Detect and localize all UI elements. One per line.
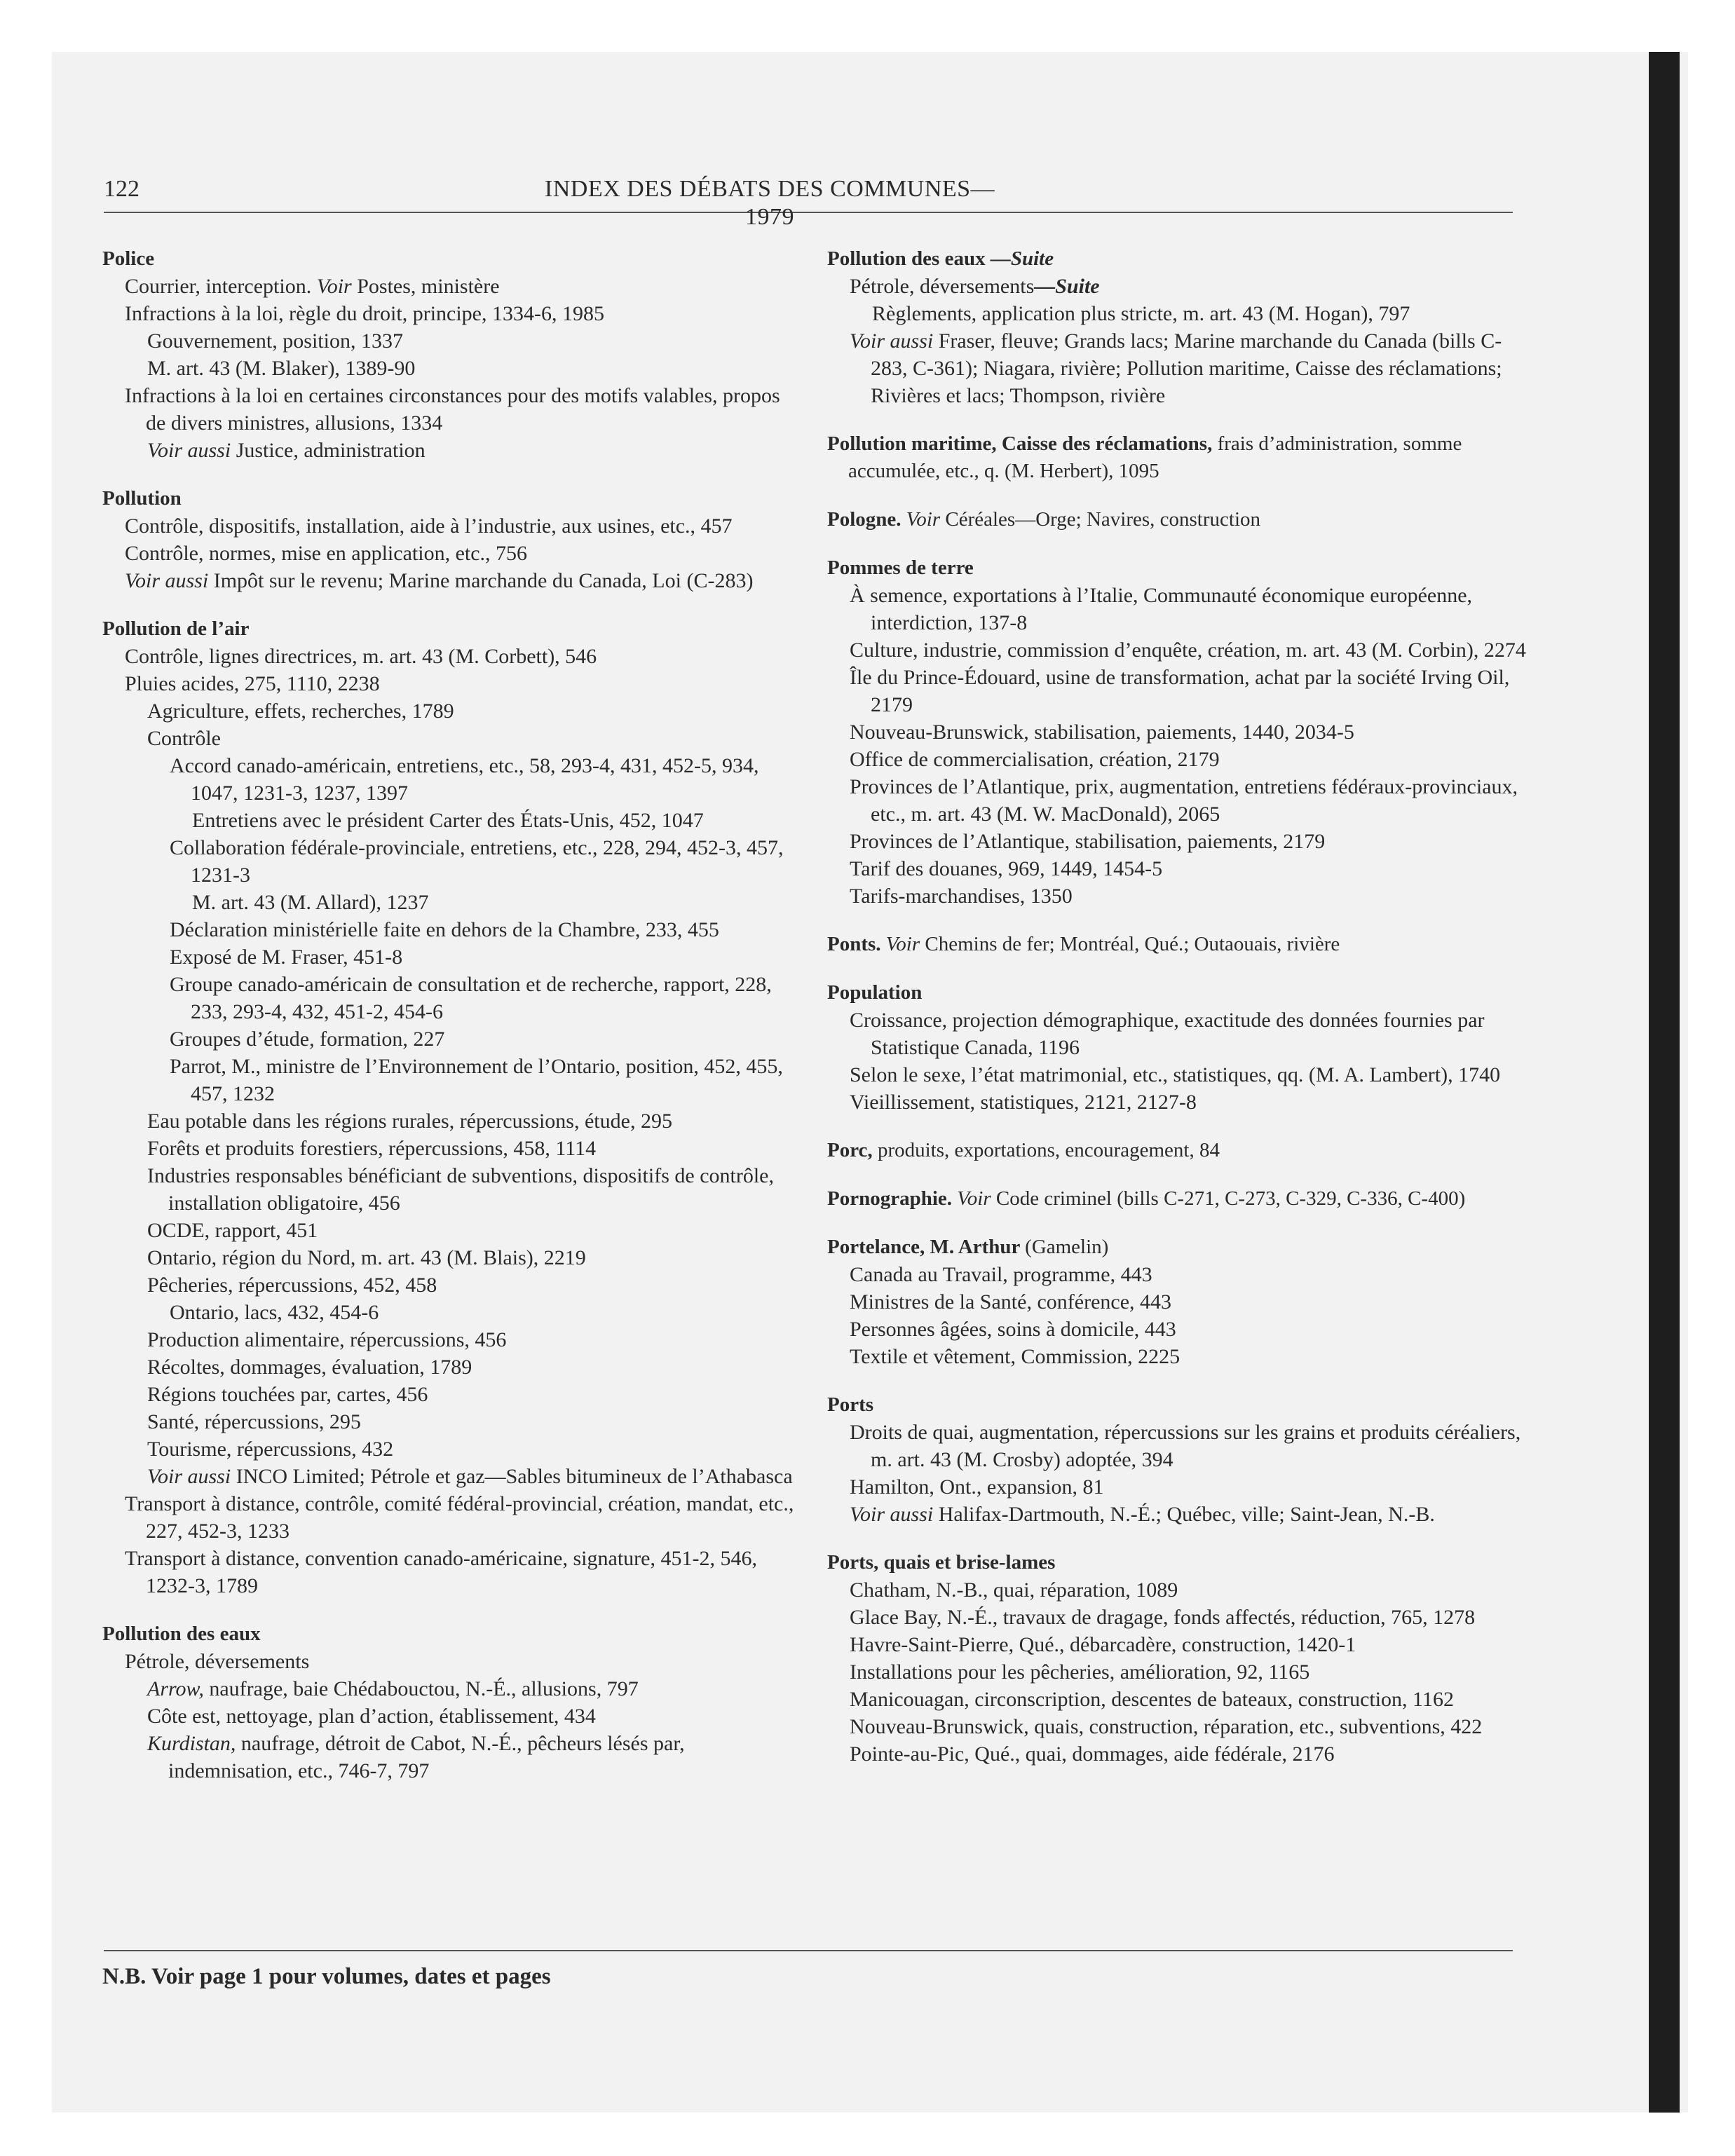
index-entry: Pointe-au-Pic, Qué., quai, dommages, aide fédérale, 2176 bbox=[850, 1742, 1335, 1766]
index-entry: Vieillissement, statistiques, 2121, 2127-8 bbox=[850, 1091, 1197, 1114]
index-entry: Ministres de la Santé, conférence, 443 bbox=[850, 1290, 1172, 1314]
index-heading-pollution-eaux: Pollution des eaux bbox=[102, 1623, 261, 1645]
index-entry: Droits de quai, augmentation, répercussions sur les grains et produits céréaliers, m. art. 43 (M. Crosby) adoptée, 394 bbox=[850, 1421, 1521, 1471]
index-entry: Collaboration fédérale-provinciale, entretiens, etc., 228, 294, 452-3, 457, 1231-3 bbox=[170, 836, 784, 887]
index-entry: Production alimentaire, répercussions, 456 bbox=[147, 1328, 507, 1351]
index-entry: Provinces de l’Atlantique, prix, augmentation, entretiens fédéraux-provinciaux, etc., m. art. 43 (M. W. MacDonald), 2065 bbox=[850, 775, 1518, 826]
index-entry: Provinces de l’Atlantique, stabilisation, paiements, 2179 bbox=[850, 830, 1326, 853]
index-entry: Règlements, application plus stricte, m. art. 43 (M. Hogan), 797 bbox=[872, 302, 1410, 325]
index-entry: Voir aussi Halifax-Dartmouth, N.-É.; Québec, ville; Saint-Jean, N.-B. bbox=[850, 1503, 1435, 1526]
index-entry: Manicouagan, circonscription, descentes de bateaux, construction, 1162 bbox=[850, 1688, 1454, 1711]
index-entry: M. art. 43 (M. Allard), 1237 bbox=[192, 891, 429, 914]
index-entry: Accord canado-américain, entretiens, etc., 58, 293-4, 431, 452-5, 934, 1047, 1231-3, 1237, 1397 bbox=[170, 754, 759, 805]
index-entry: Infractions à la loi, règle du droit, principe, 1334-6, 1985 bbox=[125, 302, 604, 325]
index-entry: Pétrole, déversements bbox=[125, 1650, 310, 1673]
footer-divider bbox=[104, 1950, 1513, 1951]
footer-note: N.B. Voir page 1 pour volumes, dates et pages bbox=[102, 1964, 551, 1989]
index-entry: Hamilton, Ont., expansion, 81 bbox=[850, 1475, 1104, 1499]
index-entry: Tarifs-marchandises, 1350 bbox=[850, 885, 1073, 908]
index-entry: Installations pour les pêcheries, amélioration, 92, 1165 bbox=[850, 1660, 1310, 1684]
index-entry: Selon le sexe, l’état matrimonial, etc., statistiques, qq. (M. A. Lambert), 1740 bbox=[850, 1063, 1501, 1086]
index-heading-police: Police bbox=[102, 247, 155, 270]
index-entry: Contrôle bbox=[147, 727, 221, 750]
binding-edge bbox=[1649, 52, 1680, 2113]
index-heading-ponts: Ponts. Voir Chemins de fer; Montréal, Qué.; Outaouais, rivière bbox=[827, 933, 1340, 955]
index-entry: Croissance, projection démographique, exactitude des données fournies par Statistique Canada, 1196 bbox=[850, 1009, 1485, 1059]
right-column bbox=[827, 245, 1528, 1768]
index-entry: Gouvernement, position, 1337 bbox=[147, 329, 403, 353]
index-entry: Forêts et produits forestiers, répercussions, 458, 1114 bbox=[147, 1137, 597, 1160]
left-column bbox=[102, 245, 803, 1785]
index-entry: Voir aussi Impôt sur le revenu; Marine marchande du Canada, Loi (C-283) bbox=[125, 569, 754, 592]
index-entry: Office de commercialisation, création, 2179 bbox=[850, 748, 1220, 771]
index-entry: Transport à distance, convention canado-américaine, signature, 451-2, 546, 1232-3, 1789 bbox=[125, 1547, 757, 1597]
page-number: 122 bbox=[104, 176, 140, 202]
index-heading-pommes-de-terre: Pommes de terre bbox=[827, 557, 974, 579]
index-entry: Agriculture, effets, recherches, 1789 bbox=[147, 700, 454, 723]
index-entry: Havre-Saint-Pierre, Qué., débarcadère, construction, 1420-1 bbox=[850, 1633, 1356, 1656]
index-entry: Eau potable dans les régions rurales, répercussions, étude, 295 bbox=[147, 1110, 672, 1133]
index-entry: Tarif des douanes, 969, 1449, 1454-5 bbox=[850, 857, 1163, 880]
index-entry: Tourisme, répercussions, 432 bbox=[147, 1438, 394, 1461]
index-entry: Culture, industrie, commission d’enquête, création, m. art. 43 (M. Corbin), 2274 bbox=[850, 639, 1526, 662]
index-entry: Infractions à la loi en certaines circonstances pour des motifs valables, propos de divers ministres, allusions, 1334 bbox=[125, 384, 780, 435]
page-header bbox=[104, 175, 1513, 230]
index-entry: Courrier, interception. Voir Postes, ministère bbox=[125, 275, 500, 298]
index-entry: Voir aussi Fraser, fleuve; Grands lacs; Marine marchande du Canada (bills C-283, C-361); Niagara, rivière; Pollution maritime, Caisse des réclamations; Rivières et lacs; Thompson, rivière bbox=[850, 329, 1502, 407]
index-entry: Nouveau-Brunswick, quais, construction, réparation, etc., subventions, 422 bbox=[850, 1715, 1483, 1738]
index-entry: OCDE, rapport, 451 bbox=[147, 1219, 318, 1242]
index-entry: Glace Bay, N.-É., travaux de dragage, fonds affectés, réduction, 765, 1278 bbox=[850, 1606, 1476, 1629]
index-entry: Entretiens avec le président Carter des États-Unis, 452, 1047 bbox=[192, 809, 704, 832]
index-entry: Parrot, M., ministre de l’Environnement de l’Ontario, position, 452, 455, 457, 1232 bbox=[170, 1055, 783, 1105]
index-entry: Ontario, lacs, 432, 454-6 bbox=[170, 1301, 379, 1324]
index-entry: Textile et vêtement, Commission, 2225 bbox=[850, 1345, 1181, 1368]
index-entry: Contrôle, lignes directrices, m. art. 43 (M. Corbett), 546 bbox=[125, 645, 597, 668]
index-entry: Personnes âgées, soins à domicile, 443 bbox=[850, 1318, 1176, 1341]
index-heading-ports: Ports bbox=[827, 1393, 874, 1416]
index-entry: Santé, répercussions, 295 bbox=[147, 1410, 361, 1433]
index-heading-population: Population bbox=[827, 981, 923, 1004]
index-entry: Groupes d’étude, formation, 227 bbox=[170, 1028, 445, 1051]
index-heading-pologne: Pologne. Voir Céréales—Orge; Navires, construction bbox=[827, 508, 1261, 531]
index-entry: Arrow, naufrage, baie Chédabouctou, N.-É., allusions, 797 bbox=[147, 1677, 639, 1700]
index-heading-portelance: Portelance, M. Arthur (Gamelin) bbox=[827, 1236, 1109, 1258]
index-entry: Régions touchées par, cartes, 456 bbox=[147, 1383, 428, 1406]
index-entry: Nouveau-Brunswick, stabilisation, paiements, 1440, 2034-5 bbox=[850, 721, 1354, 744]
index-entry: Voir aussi INCO Limited; Pétrole et gaz—Sables bitumineux de l’Athabasca bbox=[147, 1465, 793, 1488]
index-entry: Exposé de M. Fraser, 451-8 bbox=[170, 946, 403, 969]
index-entry: Récoltes, dommages, évaluation, 1789 bbox=[147, 1356, 472, 1379]
index-entry: Chatham, N.-B., quai, réparation, 1089 bbox=[850, 1578, 1178, 1602]
page-title: INDEX DES DÉBATS DES COMMUNES—1979 bbox=[544, 176, 995, 230]
index-entry: M. art. 43 (M. Blaker), 1389-90 bbox=[147, 357, 416, 380]
index-entry: À semence, exportations à l’Italie, Communauté économique européenne, interdiction, 137-8 bbox=[850, 584, 1473, 634]
index-entry: Pluies acides, 275, 1110, 2238 bbox=[125, 672, 380, 695]
index-entry: Île du Prince-Édouard, usine de transformation, achat par la société Irving Oil, 2179 bbox=[850, 666, 1510, 716]
index-entry: Kurdistan, naufrage, détroit de Cabot, N.-É., pêcheurs lésés par, indemnisation, etc., 746-7, 797 bbox=[147, 1732, 685, 1782]
index-heading-pollution-air: Pollution de l’air bbox=[102, 618, 250, 640]
index-entry: Contrôle, normes, mise en application, etc., 756 bbox=[125, 542, 528, 565]
index-entry: Ontario, région du Nord, m. art. 43 (M. Blais), 2219 bbox=[147, 1246, 586, 1269]
index-heading-pollution-maritime: Pollution maritime, Caisse des réclamations, frais d’administration, somme accumulée, etc., q. (M. Herbert), 1095 bbox=[827, 432, 1462, 482]
index-entry: Contrôle, dispositifs, installation, aide à l’industrie, aux usines, etc., 457 bbox=[125, 514, 733, 538]
index-entry: Voir aussi Justice, administration bbox=[147, 439, 426, 462]
index-heading-porc: Porc, produits, exportations, encouragement, 84 bbox=[827, 1139, 1220, 1161]
index-entry: Groupe canado-américain de consultation et de recherche, rapport, 228, 233, 293-4, 432, 451-2, 454-6 bbox=[170, 973, 772, 1023]
index-heading-pollution-eaux-suite: Pollution des eaux —Suite bbox=[827, 247, 1054, 270]
index-entry: Industries responsables bénéficiant de subventions, dispositifs de contrôle, installation obligatoire, 456 bbox=[147, 1164, 774, 1215]
index-entry: Déclaration ministérielle faite en dehors de la Chambre, 233, 455 bbox=[170, 918, 719, 941]
index-entry: Pêcheries, répercussions, 452, 458 bbox=[147, 1274, 437, 1297]
index-entry: Pétrole, déversements—Suite bbox=[850, 275, 1100, 298]
index-entry: Canada au Travail, programme, 443 bbox=[850, 1263, 1152, 1286]
index-entry: Côte est, nettoyage, plan d’action, établissement, 434 bbox=[147, 1705, 596, 1728]
index-entry: Transport à distance, contrôle, comité fédéral-provincial, création, mandat, etc., 227, 452-3, 1233 bbox=[125, 1492, 794, 1543]
index-heading-pollution: Pollution bbox=[102, 487, 182, 510]
index-heading-ports-quais: Ports, quais et brise-lames bbox=[827, 1551, 1056, 1574]
index-heading-pornographie: Pornographie. Voir Code criminel (bills C-271, C-273, C-329, C-336, C-400) bbox=[827, 1187, 1466, 1210]
